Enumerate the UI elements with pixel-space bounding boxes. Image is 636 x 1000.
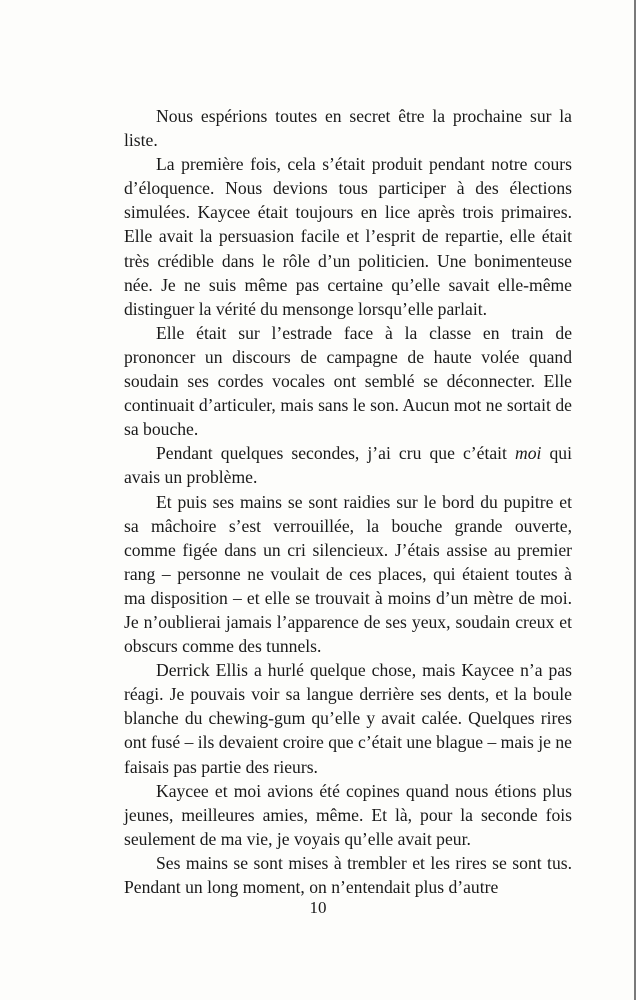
- paragraph-text: qui avais un problème.: [124, 443, 572, 488]
- paragraph-text: La première fois, cela s’était produit pendant notre cours d’éloquence. Nous devions tous participer à des élections simulées. Kaycee était toujours en lice après trois primaires. Elle avait la persuasion facile et l’esprit de repartie, elle était très crédible dans le rôle d’un politicien. Une bonimenteuse née. Je ne suis même pas certaine qu’elle savait elle-même distinguer la vérité du mensonge lorsqu’elle parlait.: [124, 154, 572, 319]
- paragraph: [124, 779, 572, 851]
- paragraph-text: Ses mains se sont mises à trembler et les rires se sont tus. Pendant un long moment, on n’entendait plus d’autre: [124, 852, 572, 897]
- paragraph: [124, 658, 572, 778]
- paragraph-text: Nous espérions toutes en secret être la prochaine sur la liste.: [124, 106, 572, 151]
- paragraph: [124, 104, 572, 152]
- page-number: 10: [309, 898, 327, 917]
- paragraph: [124, 851, 572, 899]
- paragraph-text: Et puis ses mains se sont raidies sur le bord du pupitre et sa mâchoire s’est verrouillée, la bouche grande ouverte, comme figée dans un cri silencieux. J’étais assise au premier rang – personne ne voulait de ces places, qui étaient toutes à ma disposition – et elle se trouvait à moins d’un mètre de moi. Je n’oublierai jamais l’apparence de ses yeux, soudain creux et obscurs comme des tunnels.: [124, 491, 572, 657]
- paragraph-text: Kaycee et moi avions été copines quand nous étions plus jeunes, meilleures amies, même. Et là, pour la seconde fois seulement de ma vie, je voyais qu’elle avait peur.: [124, 780, 572, 849]
- paragraph: [124, 441, 572, 489]
- paragraph: [124, 152, 572, 321]
- paragraph: [124, 490, 572, 659]
- body-text: [124, 104, 572, 899]
- paragraph-text: Pendant quelques secondes, j’ai cru que c’était: [156, 443, 516, 464]
- paragraph-text: Elle était sur l’estrade face à la classe en train de prononcer un discours de campagne de haute volée quand soudain ses cordes vocales ont semblé se déconnecter. Elle continuait d’articuler, mais sans le son. Aucun mot ne sortait de sa bouche.: [124, 322, 572, 440]
- paragraph-text: Derrick Ellis a hurlé quelque chose, mais Kaycee n’a pas réagi. Je pouvais voir sa langue derrière ses dents, et la boule blanche du chewing-gum qu’elle y avait calée. Quelques rires ont fusé – ils devaient croire que c’était une blague – mais je ne faisais pas partie des rieurs.: [124, 660, 572, 777]
- paragraph: [124, 321, 572, 441]
- emphasized-text: moi: [515, 443, 542, 464]
